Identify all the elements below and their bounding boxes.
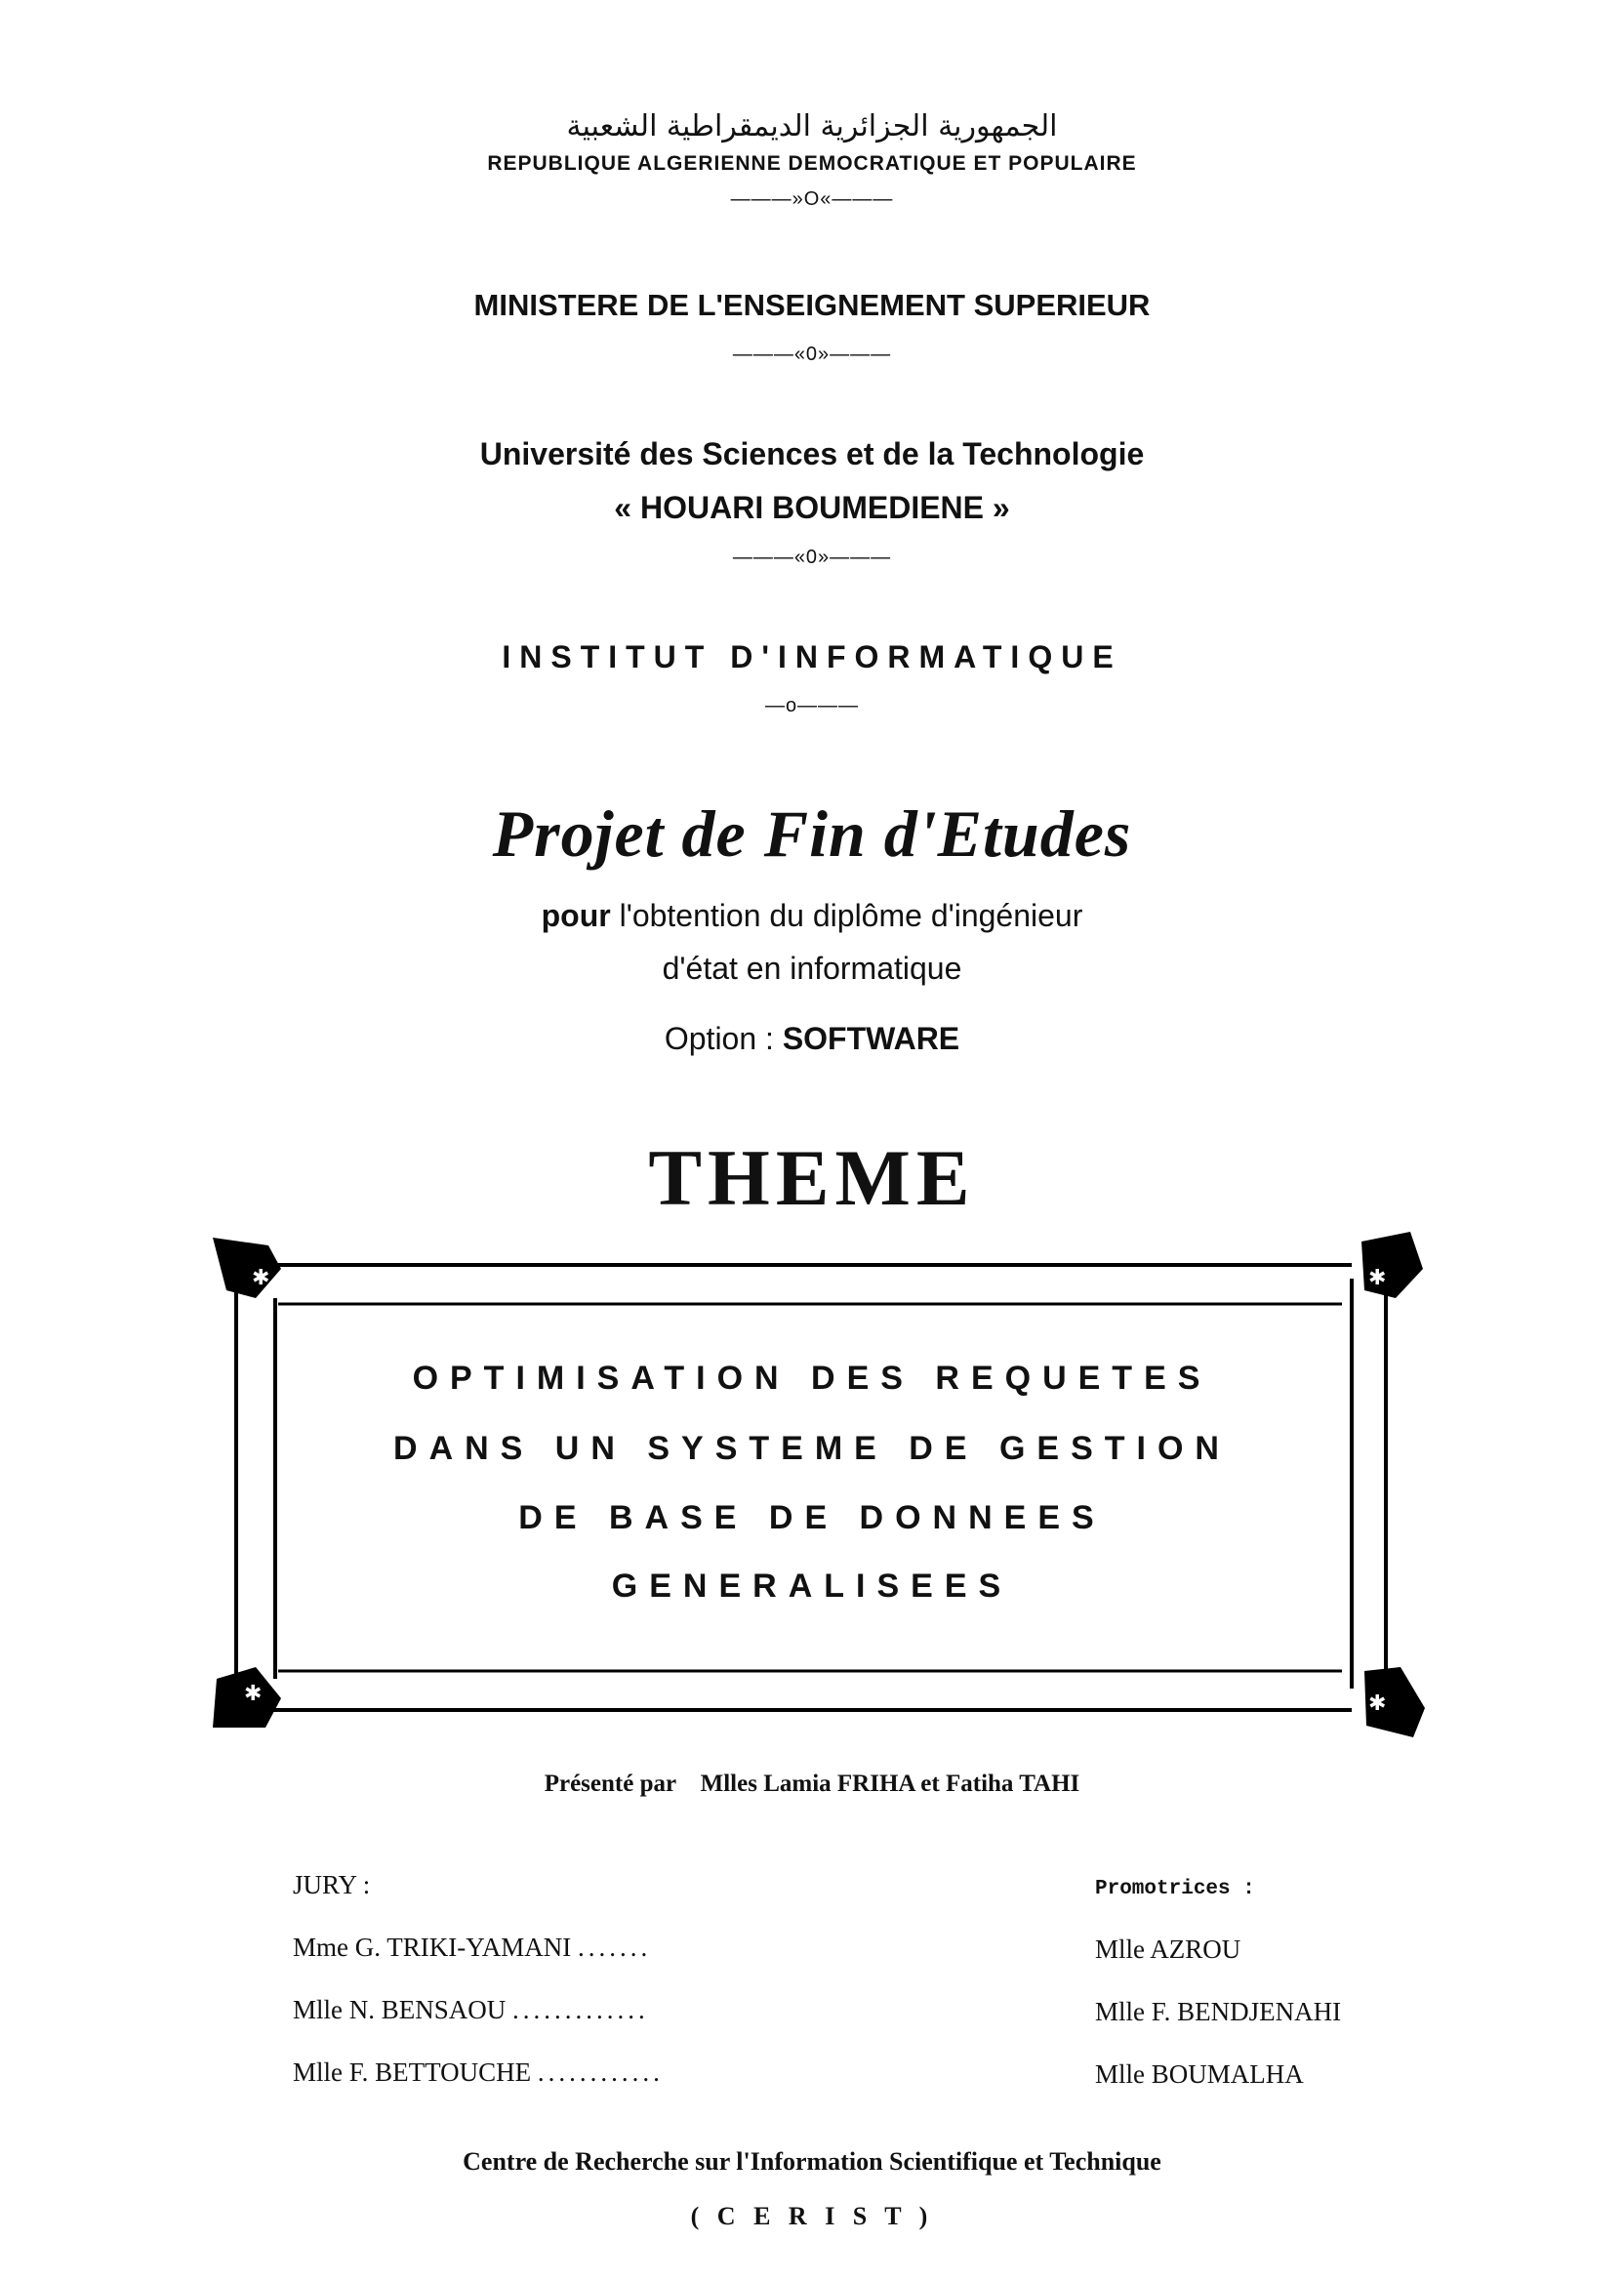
promotrice-3: Mlle BOUMALHA <box>1095 2059 1304 2089</box>
purpose-line-2: d'état en informatique <box>662 951 962 986</box>
theme-line-2: DANS UN SYSTEME DE GESTION <box>393 1430 1231 1467</box>
presented-line <box>0 1771 1624 1798</box>
university-line-1: Université des Sciences et de la Technologie <box>479 436 1145 471</box>
institute-line: INSTITUT D'INFORMATIQUE <box>502 639 1122 674</box>
svg-text:✱: ✱ <box>244 1682 263 1706</box>
option-label: Option : <box>664 1021 774 1056</box>
theme-line-3: DE BASE DE DONNEES <box>518 1499 1106 1536</box>
promotrice-1: Mlle AZROU <box>1095 1935 1241 1964</box>
separator-1: ———»O«——— <box>730 188 894 210</box>
svg-text:✱: ✱ <box>1368 1266 1387 1290</box>
jury-member-dots: ............ <box>537 2057 664 2087</box>
theme-heading: THEME <box>648 1133 976 1222</box>
footer-center-line: Centre de Recherche sur l'Information Scientifique et Technique <box>463 2147 1161 2176</box>
jury-member-2 <box>293 1995 649 2025</box>
jury-member-name: Mlle N. BENSAOU <box>293 1995 507 2024</box>
jury-member-3 <box>293 2057 664 2088</box>
promotrices-label: Promotrices : <box>1095 1878 1255 1900</box>
option-value: SOFTWARE <box>782 1021 960 1056</box>
jury-member-dots: ....... <box>577 1933 652 1962</box>
jury-member-1 <box>293 1933 651 1963</box>
svg-text:✱: ✱ <box>1368 1691 1387 1716</box>
separator-2: ———«0»——— <box>732 344 892 365</box>
jury-label: JURY : <box>293 1870 371 1899</box>
republic-line: REPUBLIQUE ALGERIENNE DEMOCRATIQUE ET POPULAIRE <box>487 152 1137 175</box>
university-line-2: « HOUARI BOUMEDIENE » <box>614 490 1010 525</box>
separator-4: —o——— <box>764 695 860 716</box>
project-title: Projet de Fin d'Etudes <box>492 796 1132 871</box>
footer-acronym: ( C E R I S T ) <box>690 2202 934 2230</box>
jury-member-name: Mme G. TRIKI-YAMANI <box>293 1933 572 1962</box>
jury-member-dots: ............. <box>512 1995 649 2024</box>
purpose-bold: pour <box>541 898 611 933</box>
jury-member-name: Mlle F. BETTOUCHE <box>293 2057 532 2087</box>
ministry-line: MINISTERE DE L'ENSEIGNEMENT SUPERIEUR <box>473 288 1151 322</box>
svg-text:✱: ✱ <box>252 1266 270 1290</box>
theme-line-1: OPTIMISATION DES REQUETES <box>412 1360 1212 1397</box>
promotrice-2: Mlle F. BENDJENAHI <box>1095 1997 1342 2026</box>
presented-names: Mlles Lamia FRIHA et Fatiha TAHI <box>700 1771 1080 1797</box>
presented-label: Présenté par <box>544 1771 676 1797</box>
arabic-republic-line: الجمهورية الجزائرية الديمقراطية الشعبية <box>566 109 1058 143</box>
purpose-rest: l'obtention du diplôme d'ingénieur <box>619 898 1083 933</box>
theme-line-4: GENERALISEES <box>611 1568 1013 1605</box>
separator-3: ———«0»——— <box>732 547 892 568</box>
